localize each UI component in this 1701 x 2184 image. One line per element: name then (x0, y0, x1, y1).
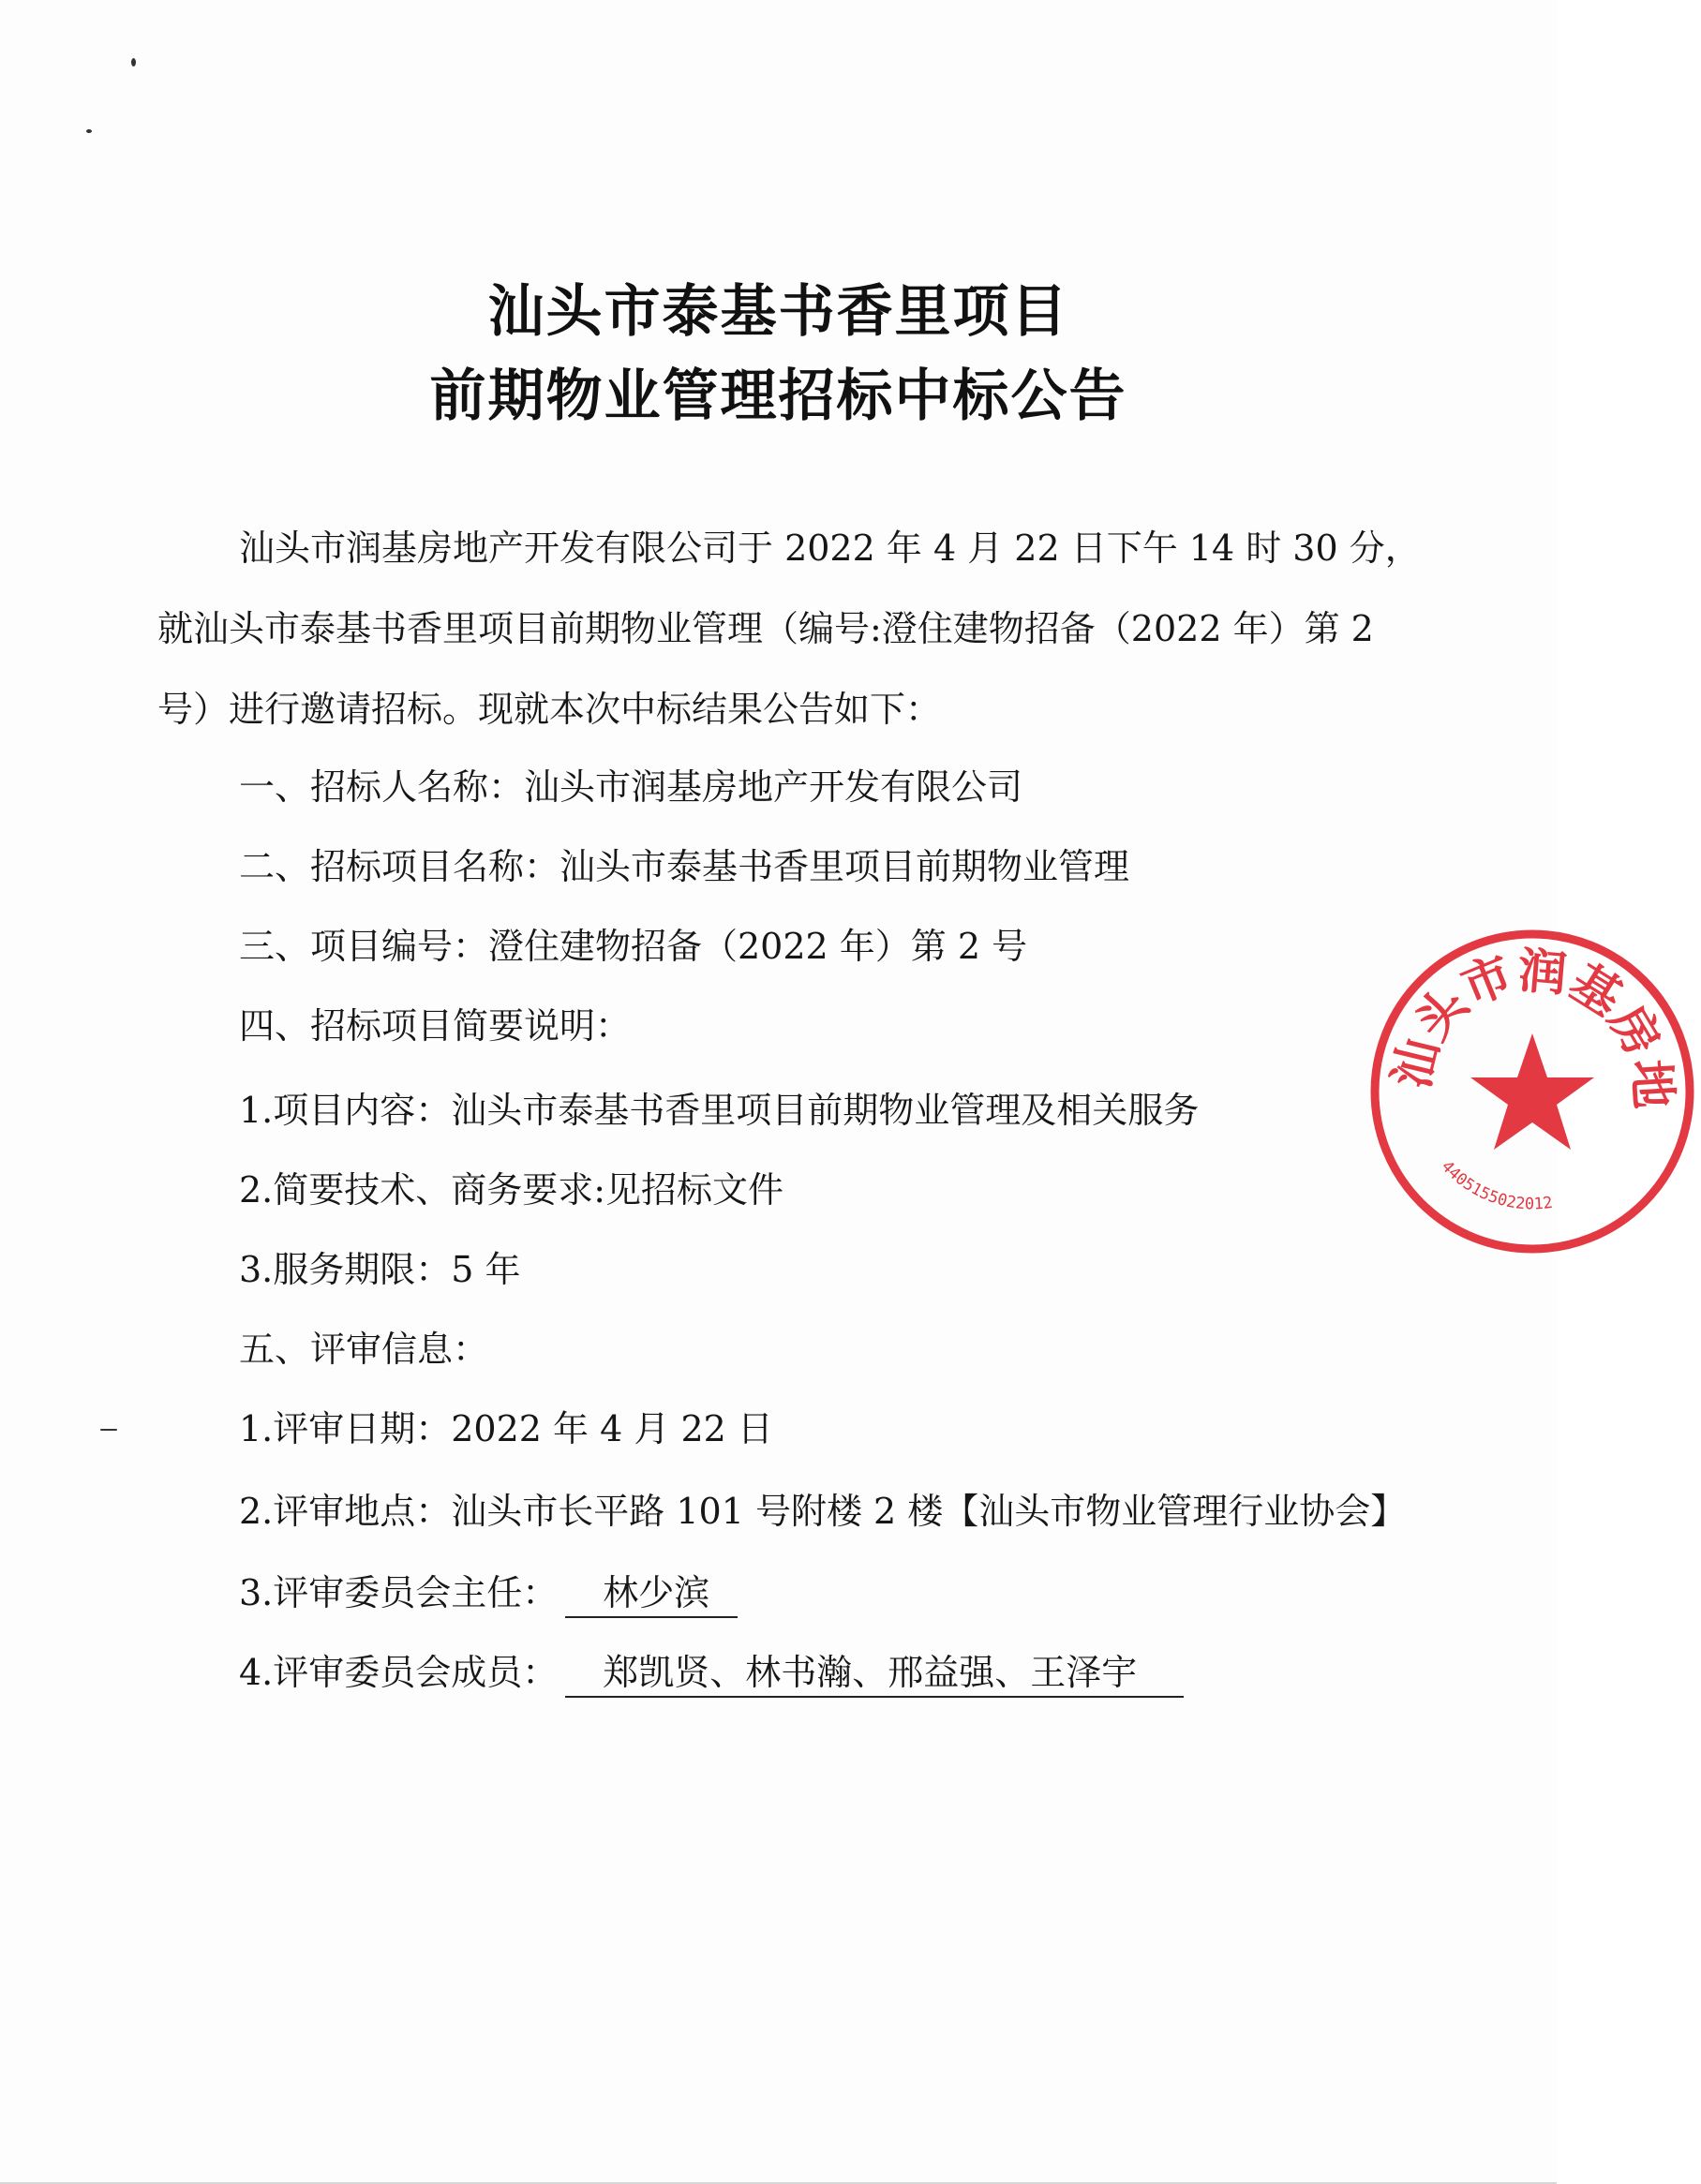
intro-line-1: 汕头市润基房地产开发有限公司于 2022 年 4 月 22 日下午 14 时 30 分， (239, 527, 1421, 569)
review-members (239, 1649, 1184, 1698)
requirements: 2.简要技术、商务要求:见招标文件 (239, 1169, 784, 1211)
document-title-line2: 前期物业管理招标中标公告 (429, 364, 1127, 429)
review-director (239, 1569, 738, 1618)
scan-speck (131, 58, 136, 67)
brief-heading: 四、招标项目简要说明： (239, 1005, 632, 1047)
service-period: 3.服务期限：5 年 (239, 1249, 521, 1290)
review-date: 1.评审日期：2022 年 4 月 22 日 (239, 1408, 773, 1449)
intro-line-2: 就汕头市泰基书香里项目前期物业管理（编号:澄住建物招备（2022 年）第 2 (157, 608, 1374, 649)
scan-speck (100, 1429, 117, 1431)
svg-text:4405155022012 (1438, 1157, 1554, 1213)
review-heading: 五、评审信息： (239, 1329, 489, 1370)
scan-speck (86, 129, 92, 133)
tenderer-name: 一、招标人名称：汕头市润基房地产开发有限公司 (239, 766, 1023, 808)
project-content: 1.项目内容：汕头市泰基书香里项目前期物业管理及相关服务 (239, 1090, 1200, 1131)
document-title-line1: 汕头市泰基书香里项目 (487, 279, 1069, 345)
project-number: 三、项目编号：澄住建物招备（2022 年）第 2 号 (239, 926, 1028, 967)
company-seal (1364, 923, 1701, 1260)
seal-text: 汕头市润基房地 (1383, 943, 1681, 1110)
project-name: 二、招标项目名称：汕头市泰基书香里项目前期物业管理 (239, 846, 1130, 887)
intro-line-3: 号）进行邀请招标。现就本次中标结果公告如下： (157, 689, 942, 730)
review-director-label: 3.评审委员会主任： (239, 1572, 559, 1613)
review-members-names: 郑凯贤、林书瀚、邢益强、王泽宇 (565, 1649, 1184, 1698)
review-members-label: 4.评审委员会成员： (239, 1652, 559, 1693)
seal-code: 4405155022012 (1437, 1157, 1555, 1214)
review-place: 2.评审地点：汕头市长平路 101 号附楼 2 楼【汕头市物业管理行业协会】 (239, 1491, 1407, 1532)
review-director-name: 林少滨 (565, 1569, 738, 1618)
